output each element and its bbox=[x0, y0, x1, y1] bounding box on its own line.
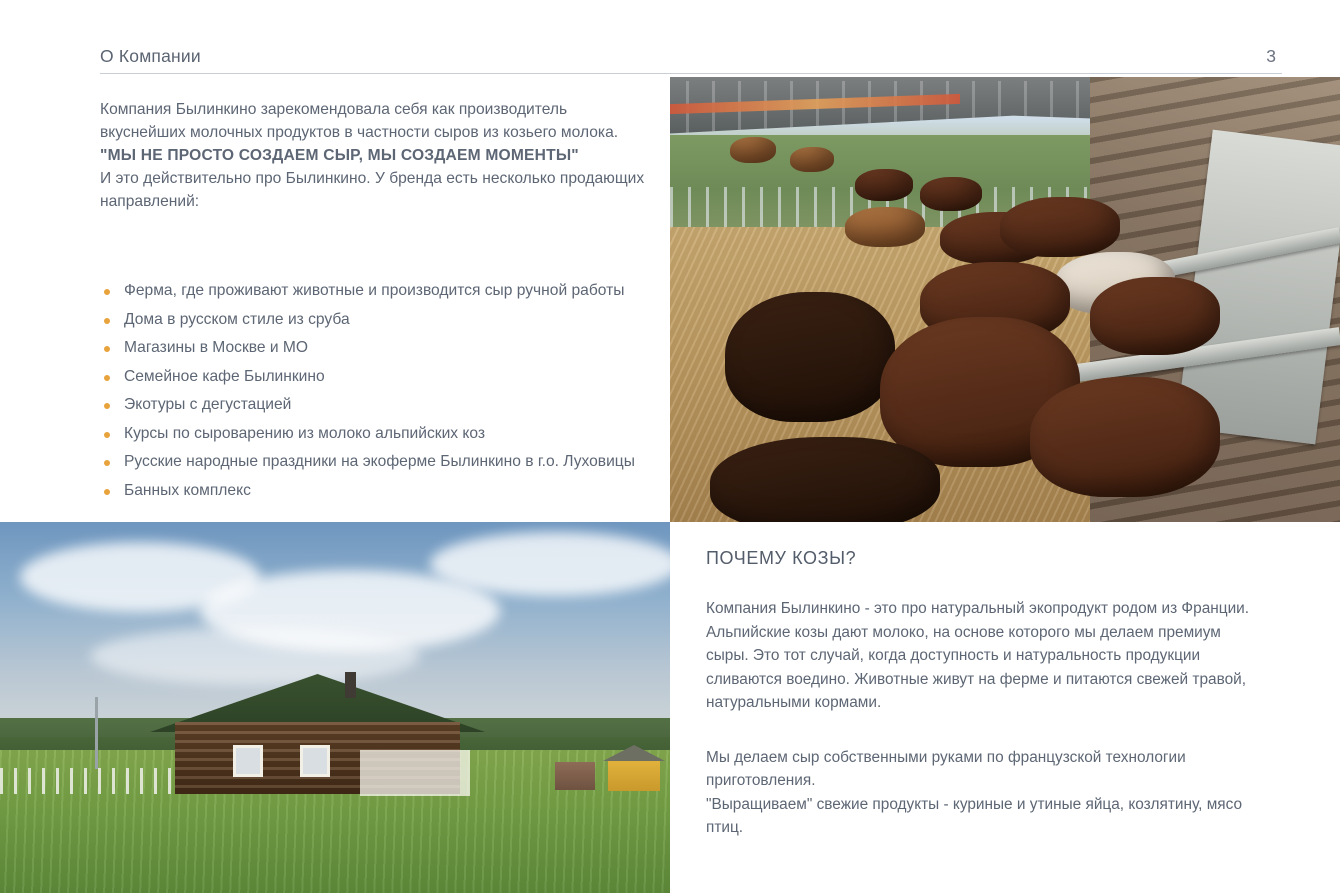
why-paragraph-1: Компания Былинкино - это про натуральный экопродукт родом из Франции. Альпийские козы дают молоко, на основе которого мы делаем премиум сыры. Это тот случай, когда доступность и натуральность продукции сливаются воедино. Животные живут на ферме и питаются свежей травой, натуральными кормами. bbox=[706, 600, 1250, 711]
page-number: 3 bbox=[1266, 46, 1276, 66]
intro-paragraph-1: Компания Былинкино зарекомендовала себя как производитель вкуснейших молочных продуктов в частности сыров из козьего молока. bbox=[100, 101, 619, 141]
why-goats-block bbox=[706, 548, 1266, 840]
photo-goat bbox=[725, 292, 895, 422]
list-item: Магазины в Москве и МО bbox=[100, 337, 660, 360]
photo-goat bbox=[845, 207, 925, 247]
slide-header bbox=[100, 46, 1282, 76]
why-paragraph-3: "Выращиваем" свежие продукты - куриные и утиные яйца, козлятину, мясо птиц. bbox=[706, 795, 1243, 836]
photo-cloud bbox=[90, 627, 420, 685]
intro-paragraph-2: И это действительно про Былинкино. У бренда есть несколько продающих направлений: bbox=[100, 170, 645, 210]
list-item: Экотуры с дегустацией bbox=[100, 394, 660, 417]
photo-goat bbox=[730, 137, 776, 163]
photo-cloud bbox=[430, 532, 670, 596]
page-title: О Компании bbox=[100, 46, 201, 66]
why-goats-title: ПОЧЕМУ КОЗЫ? bbox=[706, 548, 857, 568]
photo-goat bbox=[920, 177, 982, 211]
intro-quote: "МЫ НЕ ПРОСТО СОЗДАЕМ СЫР, МЫ СОЗДАЕМ МОМЕНТЫ" bbox=[100, 147, 579, 164]
list-item: Ферма, где проживают животные и производится сыр ручной работы bbox=[100, 280, 660, 303]
photo-window bbox=[233, 745, 263, 777]
photo-porch bbox=[360, 750, 470, 796]
list-item: Дома в русском стиле из сруба bbox=[100, 309, 660, 332]
photo-goat bbox=[1030, 377, 1220, 497]
why-paragraph-2: Мы делаем сыр собственными руками по французской технологии приготовления. bbox=[706, 748, 1186, 789]
photo-chimney bbox=[345, 672, 356, 698]
photo-goat bbox=[1090, 277, 1220, 355]
log-house-photo bbox=[0, 522, 670, 893]
intro-text-block bbox=[100, 98, 645, 213]
photo-neighbour-house bbox=[555, 762, 595, 790]
photo-goat bbox=[1000, 197, 1120, 257]
photo-power-pole bbox=[95, 697, 98, 769]
directions-list bbox=[100, 280, 660, 508]
header-divider bbox=[100, 73, 1282, 74]
photo-fence bbox=[0, 768, 175, 794]
goat-barn-photo bbox=[670, 77, 1340, 522]
photo-window bbox=[300, 745, 330, 777]
photo-goat bbox=[790, 147, 834, 172]
photo-yellow-house bbox=[608, 759, 660, 791]
list-item: Русские народные праздники на экоферме Былинкино в г.о. Луховицы bbox=[100, 451, 660, 474]
list-item: Курсы по сыроварению из молоко альпийских коз bbox=[100, 423, 660, 446]
photo-goat bbox=[710, 437, 940, 522]
list-item: Банных комплекс bbox=[100, 480, 660, 503]
photo-goat bbox=[855, 169, 913, 201]
list-item: Семейное кафе Былинкино bbox=[100, 366, 660, 389]
